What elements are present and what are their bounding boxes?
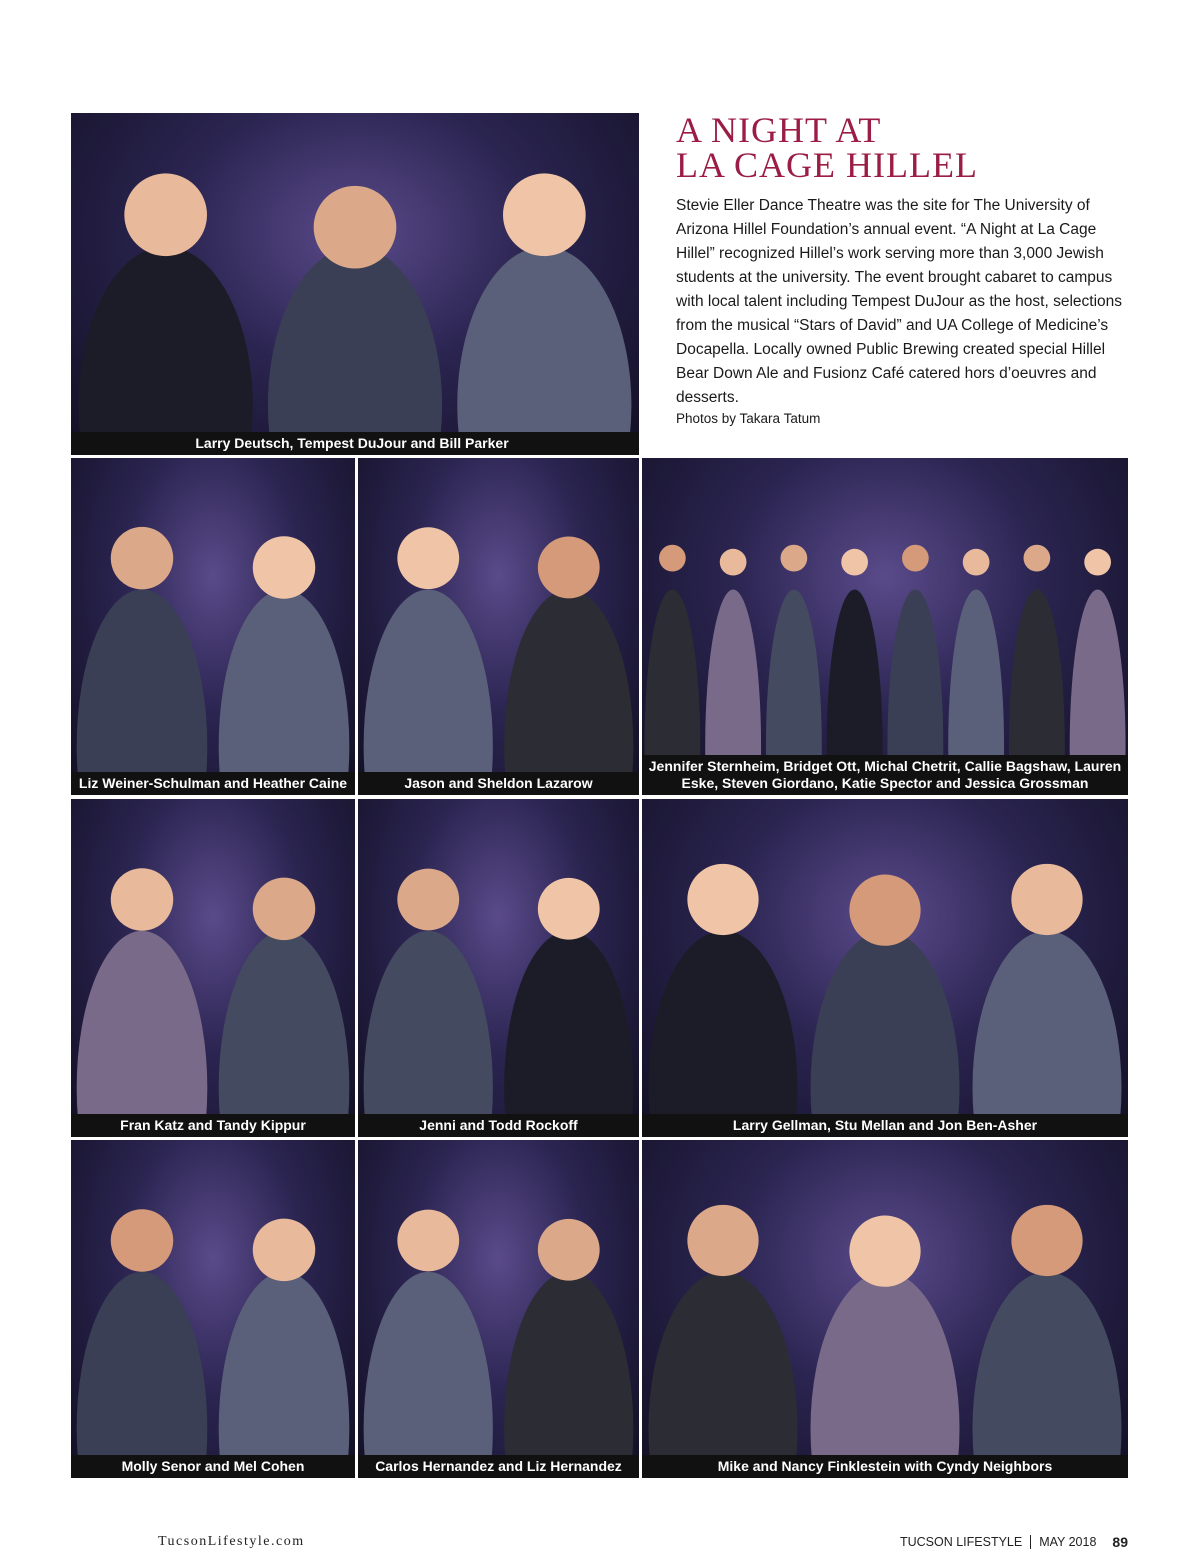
person-head xyxy=(253,536,315,598)
person-body xyxy=(364,1272,493,1478)
photo-credit: Photos by Takara Tatum xyxy=(676,411,821,426)
person-head xyxy=(314,186,397,269)
person-body xyxy=(457,247,631,455)
person-head xyxy=(902,545,929,572)
photo-7-image xyxy=(642,799,1128,1137)
person-head xyxy=(849,1216,920,1287)
person-head xyxy=(1011,864,1082,935)
person-body xyxy=(219,1272,350,1478)
photo-4-caption: Jennifer Sternheim, Bridget Ott, Michal Chetrit, Callie Bagshaw, Lauren Eske, Steven Giordano, Katie Spector and Jessica Grossman xyxy=(642,755,1128,795)
person-body xyxy=(972,931,1121,1137)
footer-magazine: TUCSON LIFESTYLE xyxy=(899,1535,1023,1549)
person-head xyxy=(1084,549,1111,576)
person-head xyxy=(841,549,868,576)
person-body xyxy=(810,931,959,1137)
person-head xyxy=(538,1219,600,1281)
person-head xyxy=(1024,545,1051,572)
person-head xyxy=(1011,1205,1082,1276)
photo-9-image xyxy=(358,1140,639,1478)
person-head xyxy=(111,1209,173,1271)
title-line-1: A NIGHT AT xyxy=(676,110,882,150)
photo-5-caption: Fran Katz and Tandy Kippur xyxy=(71,1114,355,1137)
photo-1 xyxy=(71,113,639,455)
footer-website: TucsonLifestyle.com xyxy=(158,1534,305,1549)
photo-6-caption: Jenni and Todd Rockoff xyxy=(358,1114,639,1137)
footer-folio xyxy=(900,1534,1128,1550)
photo-6 xyxy=(358,799,639,1137)
person-head xyxy=(397,869,459,931)
person-head xyxy=(124,173,207,256)
person-body xyxy=(79,247,253,455)
photo-1-caption: Larry Deutsch, Tempest DuJour and Bill Parker xyxy=(71,432,639,455)
person-head xyxy=(397,1210,459,1272)
photo-5 xyxy=(71,799,355,1137)
photo-4-image xyxy=(642,458,1128,795)
person-head xyxy=(253,1219,315,1281)
photo-7 xyxy=(642,799,1128,1137)
footer-divider xyxy=(1030,1535,1031,1549)
photo-3-caption: Jason and Sheldon Lazarow xyxy=(358,772,639,795)
person-body xyxy=(268,247,442,455)
person-body xyxy=(648,1272,797,1478)
person-head xyxy=(538,537,600,599)
person-body xyxy=(810,1272,959,1478)
page-number: 89 xyxy=(1112,1534,1128,1550)
photo-9-caption: Carlos Hernandez and Liz Hernandez xyxy=(358,1455,639,1478)
person-body xyxy=(77,589,208,795)
person-head xyxy=(253,878,315,940)
photo-8-caption: Molly Senor and Mel Cohen xyxy=(71,1455,355,1478)
person-body xyxy=(648,931,797,1137)
person-head xyxy=(687,864,758,935)
person-body xyxy=(504,931,633,1137)
person-head xyxy=(849,875,920,946)
photo-2 xyxy=(71,458,355,795)
person-body xyxy=(504,1272,633,1478)
photo-4 xyxy=(642,458,1128,795)
person-body xyxy=(77,1272,208,1478)
photo-3 xyxy=(358,458,639,795)
person-head xyxy=(111,527,173,589)
article-title xyxy=(676,110,1136,185)
title-line-2: LA CAGE HILLEL xyxy=(676,145,978,185)
photo-3-image xyxy=(358,458,639,795)
person-head xyxy=(687,1205,758,1276)
person-head xyxy=(781,545,808,572)
person-body xyxy=(219,931,350,1137)
photo-1-image xyxy=(71,113,639,455)
person-head xyxy=(503,173,586,256)
person-head xyxy=(720,549,747,576)
person-head xyxy=(538,878,600,940)
person-body xyxy=(219,589,350,795)
photo-6-image xyxy=(358,799,639,1137)
photo-10 xyxy=(642,1140,1128,1478)
person-body xyxy=(504,589,633,795)
photo-2-image xyxy=(71,458,355,795)
person-head xyxy=(111,868,173,930)
person-body xyxy=(364,589,493,795)
person-head xyxy=(963,549,990,576)
person-head xyxy=(397,527,459,589)
photo-8-image xyxy=(71,1140,355,1478)
footer-issue: MAY 2018 xyxy=(1039,1535,1097,1549)
photo-9 xyxy=(358,1140,639,1478)
photo-10-image xyxy=(642,1140,1128,1478)
person-head xyxy=(659,545,686,572)
article-body: Stevie Eller Dance Theatre was the site for The University of Arizona Hillel Foundation’s annual event. “A Night at La Cage Hillel” recognized Hillel’s work serving more than 3,000 Jewish students at the university. The event brought cabaret to campus with local talent including Tempest DuJour as the host, selections from the musical “Stars of David” and UA College of Medicine’s Docapella. Locally owned Public Brewing created special Hillel Bear Down Ale and Fusionz Café catered hors d’oeuvres and desserts. xyxy=(676,197,1123,406)
photo-2-caption: Liz Weiner-Schulman and Heather Caine xyxy=(71,772,355,795)
photo-10-caption: Mike and Nancy Finklestein with Cyndy Neighbors xyxy=(642,1455,1128,1478)
photo-7-caption: Larry Gellman, Stu Mellan and Jon Ben-Asher xyxy=(642,1114,1128,1137)
photo-8 xyxy=(71,1140,355,1478)
photo-5-image xyxy=(71,799,355,1137)
person-body xyxy=(364,931,493,1137)
person-body xyxy=(972,1272,1121,1478)
person-body xyxy=(77,931,208,1137)
